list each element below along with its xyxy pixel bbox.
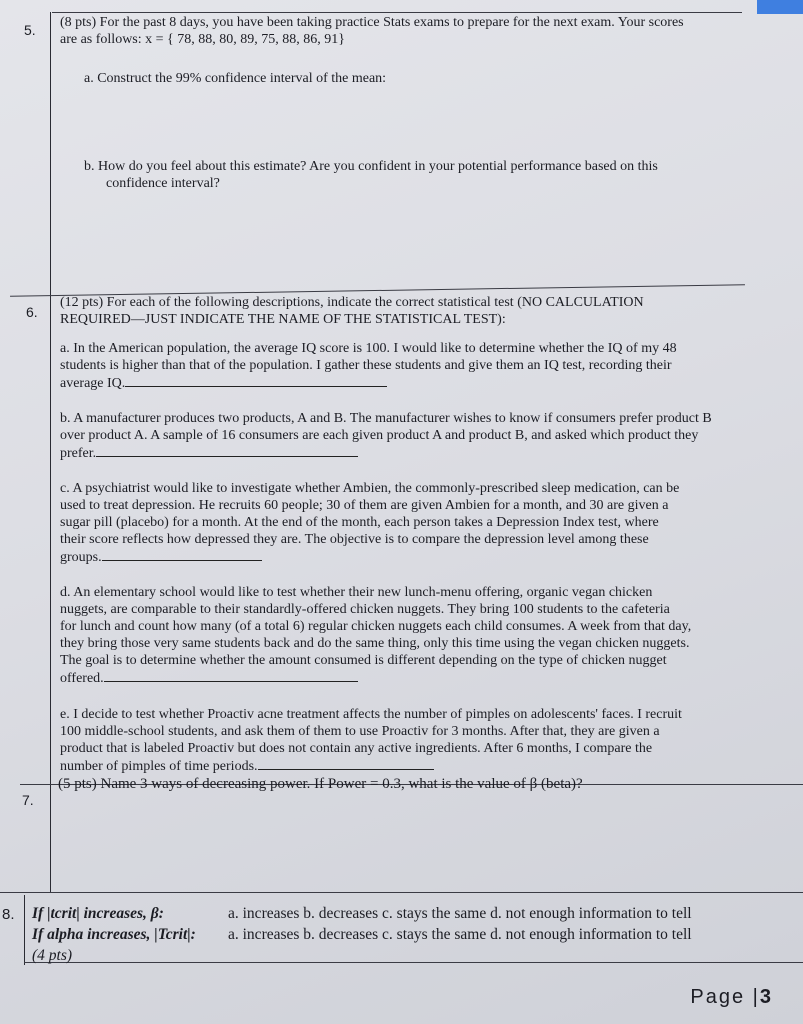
q6-item-a xyxy=(60,340,677,392)
q8-points: (4 pts) xyxy=(32,947,73,964)
q6-b-line: prefer. xyxy=(60,446,97,461)
q7-prompt: (5 pts) Name 3 ways of decreasing power. If Power = 0.3, what is the value of β (beta)? xyxy=(58,776,583,792)
q5-part-a: a. Construct the 99% confidence interval of the mean: xyxy=(84,71,387,86)
q6-item-d xyxy=(60,584,691,687)
q6-e-line: product that is labeled Proactiv but does not contain any active ingredients. After 6 months, I compare the xyxy=(60,741,653,756)
q6-a-line: students is higher than that of the population. I gather these students and give them an IQ test, recording their xyxy=(60,358,672,373)
q7-number: 7. xyxy=(22,792,34,808)
q6-c-line: groups. xyxy=(60,550,102,565)
page-separator: | xyxy=(752,986,760,1008)
q8-row-2-label: If alpha increases, |Tcrit|: xyxy=(32,926,196,943)
q6-c-line: used to treat depression. He recruits 60 people; 30 of them are given Ambien for a month, and 30 are given a xyxy=(60,498,669,513)
q5-prompt-line2: are as follows: x = { 78, 88, 80, 89, 75, 88, 86, 91} xyxy=(60,32,345,47)
q5-part-b-line1: b. How do you feel about this estimate? Are you confident in your potential performance based on this xyxy=(84,159,658,174)
q6-prompt-line1: (12 pts) For each of the following descriptions, indicate the correct statistical test (NO CALCULATION xyxy=(60,295,644,310)
q8-bottom-rule xyxy=(24,962,803,963)
q6-e-line: 100 middle-school students, and ask them of them to use Proactiv for 3 months. After that, they are given a xyxy=(60,724,660,739)
q8-row-1-choices: a. increases b. decreases c. stays the same d. not enough information to tell xyxy=(228,905,692,922)
q6-number: 6. xyxy=(26,304,38,320)
left-column-divider-q8 xyxy=(24,895,25,965)
q8-top-rule xyxy=(0,892,803,893)
q6-b-last-line xyxy=(60,444,712,462)
q6-a-answer-blank[interactable] xyxy=(125,374,387,387)
q6-d-line: they bring those very same students back and do the same thing, only this time using the vegan chicken nuggets. xyxy=(60,636,690,651)
q6-a-line: a. In the American population, the average IQ score is 100. I would like to determine whether the IQ of my 48 xyxy=(60,341,677,356)
q6-b-answer-blank[interactable] xyxy=(96,444,358,457)
q6-e-line: e. I decide to test whether Proactiv acne treatment affects the number of pimples on adolescents' faces. I recruit xyxy=(60,707,682,722)
q6-item-c xyxy=(60,480,679,566)
q8-row-2 xyxy=(32,924,692,945)
q5-part-b-line2: confidence interval? xyxy=(106,176,220,191)
q6-d-line: nuggets, are comparable to their standardly-offered chicken nuggets. They bring 100 students to the cafeteria xyxy=(60,602,670,617)
q6-e-line: number of pimples of time periods. xyxy=(60,759,258,774)
q8-row-2-choices: a. increases b. decreases c. stays the same d. not enough information to tell xyxy=(228,926,692,943)
q5-number: 5. xyxy=(24,22,36,38)
q6-c-last-line xyxy=(60,548,679,566)
left-column-divider xyxy=(50,12,51,892)
q5-prompt xyxy=(60,14,740,48)
q6-d-answer-blank[interactable] xyxy=(104,669,358,682)
q6-prompt xyxy=(60,294,644,328)
q8-row-1 xyxy=(32,903,692,924)
page-number xyxy=(690,986,773,1009)
q6-d-line: for lunch and count how many (of a total 6) regular chicken nuggets each child consumes. A week from that day, xyxy=(60,619,692,634)
q6-item-e xyxy=(60,706,682,775)
q8-number: 8. xyxy=(2,906,15,923)
q6-prompt-line2: REQUIRED—JUST INDICATE THE NAME OF THE STATISTICAL TEST): xyxy=(60,312,506,327)
q6-b-line: over product A. A sample of 16 consumers are each given product A and product B, and asked which product they xyxy=(60,428,699,443)
q6-d-last-line xyxy=(60,669,691,687)
q6-a-line: average IQ. xyxy=(60,376,126,391)
q6-b-line: b. A manufacturer produces two products, A and B. The manufacturer wishes to know if consumers prefer product B xyxy=(60,411,712,426)
q5-prompt-line1: (8 pts) For the past 8 days, you have been taking practice Stats exams to prepare for the next exam. Your scores xyxy=(60,15,684,30)
q6-c-line: sugar pill (placebo) for a month. At the end of the month, each person takes a Depression Index test, where xyxy=(60,515,659,530)
page-number-value: 3 xyxy=(759,986,773,1008)
q6-e-last-line xyxy=(60,757,682,775)
q5-part-b xyxy=(84,158,658,192)
page-word: Page xyxy=(690,986,746,1008)
q6-e-answer-blank[interactable] xyxy=(258,757,434,770)
q6-d-line: offered. xyxy=(60,671,104,686)
q6-a-last-line xyxy=(60,374,677,392)
q6-d-line: The goal is to determine whether the amount consumed is different depending on the type of chicken nugget xyxy=(60,653,667,668)
screen-edge xyxy=(757,0,803,14)
q6-d-line: d. An elementary school would like to test whether their new lunch-menu offering, organic vegan chicken xyxy=(60,585,653,600)
q8-row-1-label: If |tcrit| increases, β: xyxy=(32,905,164,922)
q6-c-line: their score reflects how depressed they are. The objective is to compare the depression level among these xyxy=(60,532,649,547)
q6-c-line: c. A psychiatrist would like to investigate whether Ambien, the commonly-prescribed sleep medication, can be xyxy=(60,481,680,496)
q6-item-b xyxy=(60,410,712,462)
q5-top-rule xyxy=(52,12,742,13)
q6-c-answer-blank[interactable] xyxy=(102,548,262,561)
